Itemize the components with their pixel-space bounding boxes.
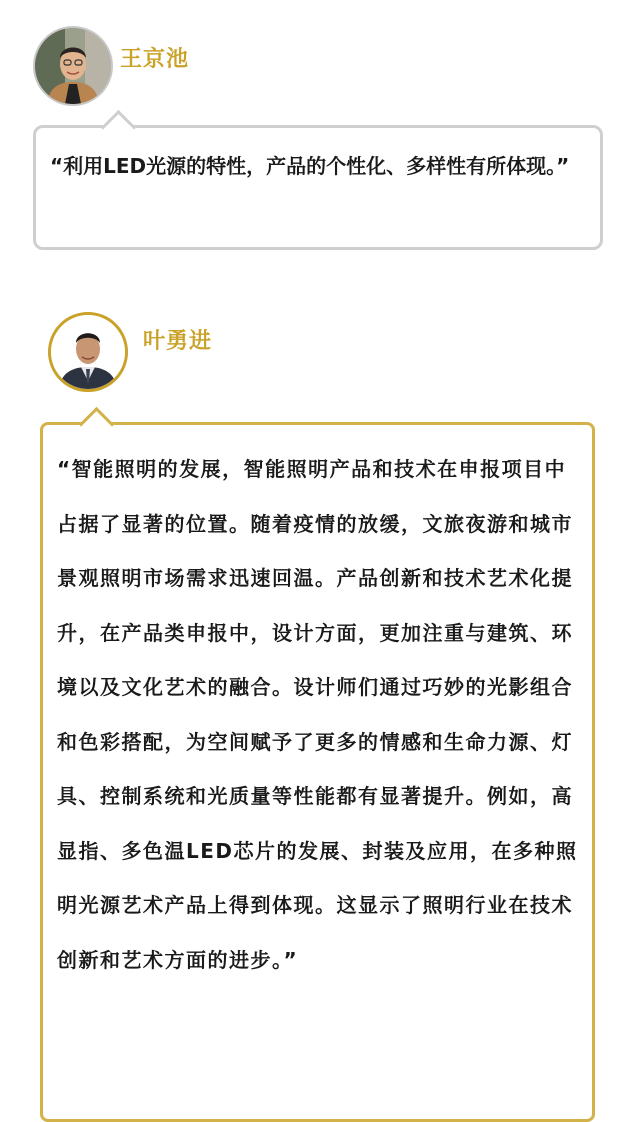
avatar-ye-yongjin [48,312,128,392]
speaker-name-2: 叶勇进 [143,329,213,354]
speaker-name-1: 王京池 [120,47,190,72]
person-portrait-icon [35,28,111,104]
quote-text-2: “智能照明的发展，智能照明产品和技术在申报项目中占据了显著的位置。随着疫情的放缓，文旅夜游和城市景观照明市场需求迅速回温。产品创新和技术艺术化提升，在产品类申报中，设计方面，更加注重与建筑、环境以及文化艺术的融合。设计师们通过巧妙的光影组合和色彩搭配，为空间赋予了更多的情感和生命力源、灯具、控制系统和光质量等性能都有显著提升。例如，高显指、多色温LED芯片的发展、封装及应用，在多种照明光源艺术产品上得到体现。这显示了照明行业在技术创新和艺术方面的进步。” [57,457,578,972]
quote-box-2 [40,422,595,1122]
person-portrait-icon [51,315,125,389]
quote-box-1 [33,125,603,250]
avatar-wang-jingchi [33,26,113,106]
quote-text-1: “利用LED光源的特性，产品的个性化、多样性有所体现。” [50,154,570,178]
